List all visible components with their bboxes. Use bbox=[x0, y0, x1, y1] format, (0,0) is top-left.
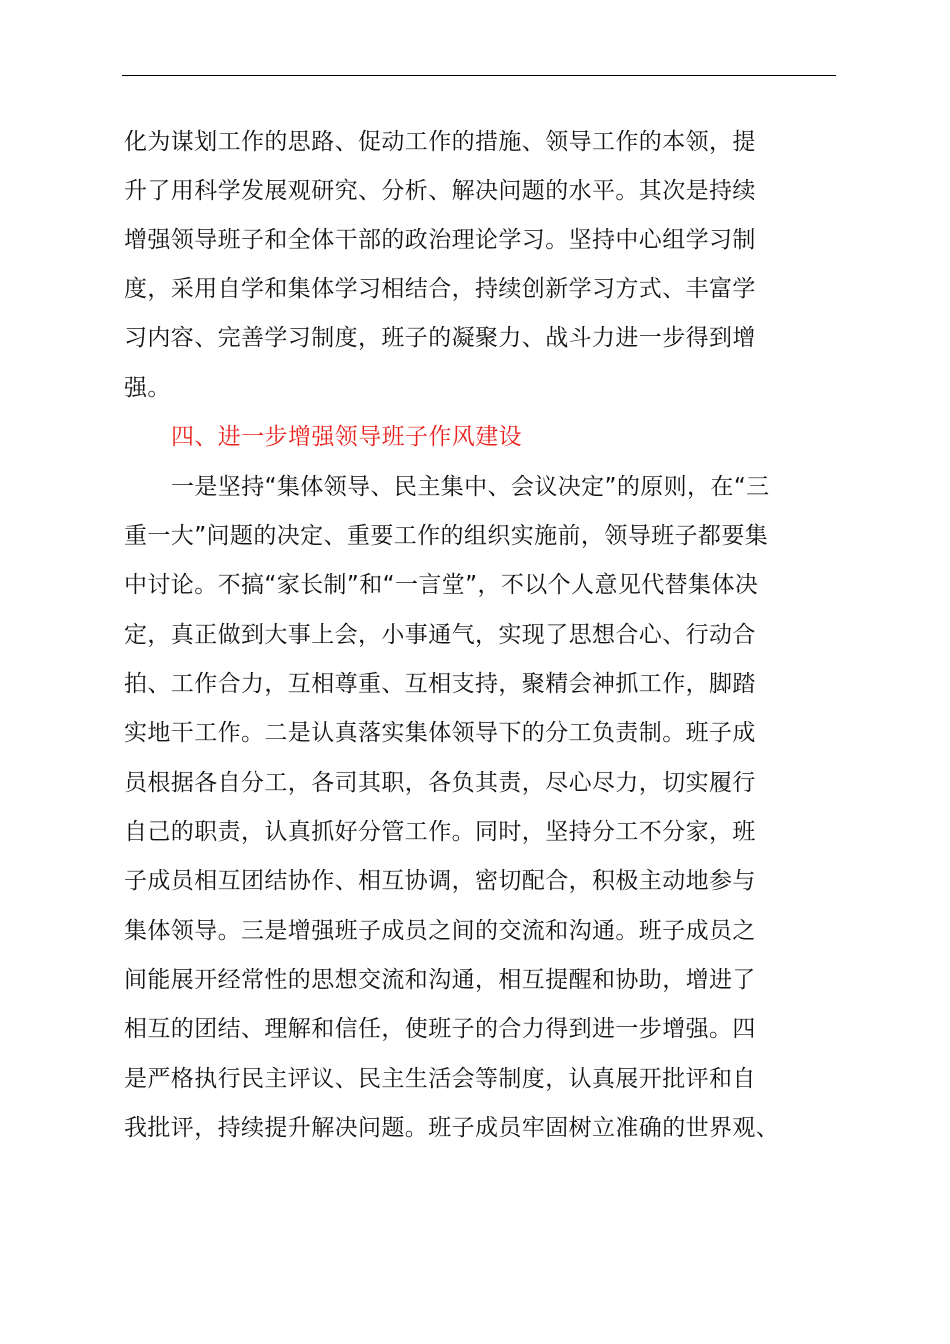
body-line: 升了用科学发展观研究、分析、解决问题的水平。其次是持续 bbox=[124, 178, 756, 204]
body-line: 间能展开经常性的思想交流和沟通，相互提醒和协助，增进了 bbox=[124, 967, 756, 993]
body-line: 拍、工作合力，互相尊重、互相支持，聚精会神抓工作，脚踏 bbox=[124, 671, 756, 697]
body-line: 集体领导。三是增强班子成员之间的交流和沟通。班子成员之 bbox=[124, 918, 756, 944]
body-line: 我批评，持续提升解决问题。班子成员牢固树立准确的世界观、 bbox=[124, 1115, 780, 1141]
body-line: 员根据各自分工，各司其职，各负其责，尽心尽力，切实履行 bbox=[124, 770, 756, 796]
header-rule bbox=[122, 75, 836, 76]
section-heading: 四、进一步增强领导班子作风建设 bbox=[171, 424, 522, 450]
body-line: 习内容、完善学习制度，班子的凝聚力、战斗力进一步得到增 bbox=[124, 325, 756, 351]
body-line: 强。 bbox=[124, 375, 171, 401]
body-line: 自己的职责，认真抓好分管工作。同时，坚持分工不分家，班 bbox=[124, 819, 756, 845]
body-line: 重一大”问题的决定、重要工作的组织实施前，领导班子都要集 bbox=[124, 523, 769, 549]
body-line: 实地干工作。二是认真落实集体领导下的分工负责制。班子成 bbox=[124, 720, 756, 746]
body-line: 增强领导班子和全体干部的政治理论学习。坚持中心组学习制 bbox=[124, 227, 756, 253]
body-line: 子成员相互团结协作、相互协调，密切配合，积极主动地参与 bbox=[124, 868, 756, 894]
body-line: 度，采用自学和集体学习相结合，持续创新学习方式、丰富学 bbox=[124, 276, 756, 302]
body-line: 中讨论。不搞“家长制”和“一言堂”，不以个人意见代替集体决 bbox=[124, 572, 759, 598]
body-line: 定，真正做到大事上会，小事通气，实现了思想合心、行动合 bbox=[124, 622, 756, 648]
body-line: 化为谋划工作的思路、促动工作的措施、领导工作的本领，提 bbox=[124, 129, 756, 155]
body-line: 一是坚持“集体领导、民主集中、会议决定”的原则，在“三 bbox=[171, 474, 770, 500]
body-line: 相互的团结、理解和信任，使班子的合力得到进一步增强。四 bbox=[124, 1016, 756, 1042]
body-line: 是严格执行民主评议、民主生活会等制度，认真展开批评和自 bbox=[124, 1066, 756, 1092]
